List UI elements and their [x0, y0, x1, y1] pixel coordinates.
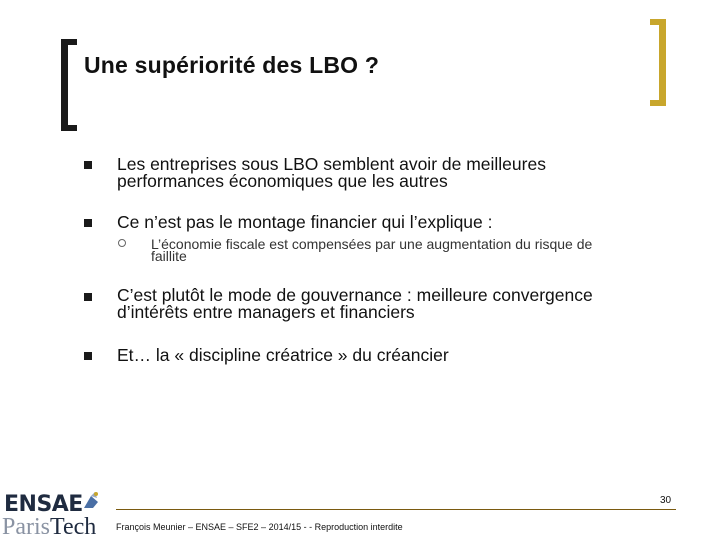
bullet-item-1-line1: Les entreprises sous LBO semblent avoir de meilleures	[117, 154, 546, 174]
bullet-item-2	[117, 214, 697, 231]
slide-title: Une supériorité des LBO ?	[84, 52, 380, 78]
sub-bullet-line2: faillite	[151, 248, 187, 264]
logo-paristech-text	[2, 514, 96, 541]
bullet-marker	[84, 219, 92, 227]
sub-bullet-line1: L’économie fiscale est compensées par une augmentation du risque de	[151, 236, 593, 252]
logo-emblem-icon	[80, 490, 102, 512]
footer-text: François Meunier – ENSAE – SFE2 – 2014/15 - - Reproduction interdite	[116, 522, 403, 532]
sub-bullet-item	[151, 238, 671, 262]
bullet-item-4-line1: Et… la « discipline créatrice » du créancier	[117, 345, 449, 365]
bullet-item-3-line2: d’intérêts entre managers et financiers	[117, 302, 415, 322]
bullet-marker	[84, 293, 92, 301]
bullet-item-3-line1: C’est plutôt le mode de gouvernance : meilleure convergence	[117, 285, 593, 305]
ensae-paristech-logo	[0, 488, 110, 540]
right-bracket-decoration	[650, 19, 666, 106]
bullet-item-1	[117, 156, 697, 190]
page-number: 30	[660, 495, 672, 506]
logo-ensae-text: ENSAE	[4, 492, 83, 517]
logo-tech-part: Tech	[50, 514, 97, 540]
bullet-marker	[84, 161, 92, 169]
bullet-item-2-line1: Ce n’est pas le montage financier qui l’explique :	[117, 212, 493, 232]
footer-rule	[116, 509, 676, 510]
bullet-item-4	[117, 347, 697, 364]
sub-bullet-marker	[118, 239, 126, 247]
left-bracket-decoration	[61, 39, 77, 131]
bullet-marker	[84, 352, 92, 360]
bullet-item-3	[117, 287, 697, 321]
logo-paris-part: Paris	[2, 514, 50, 540]
bullet-item-1-line2: performances économiques que les autres	[117, 171, 448, 191]
